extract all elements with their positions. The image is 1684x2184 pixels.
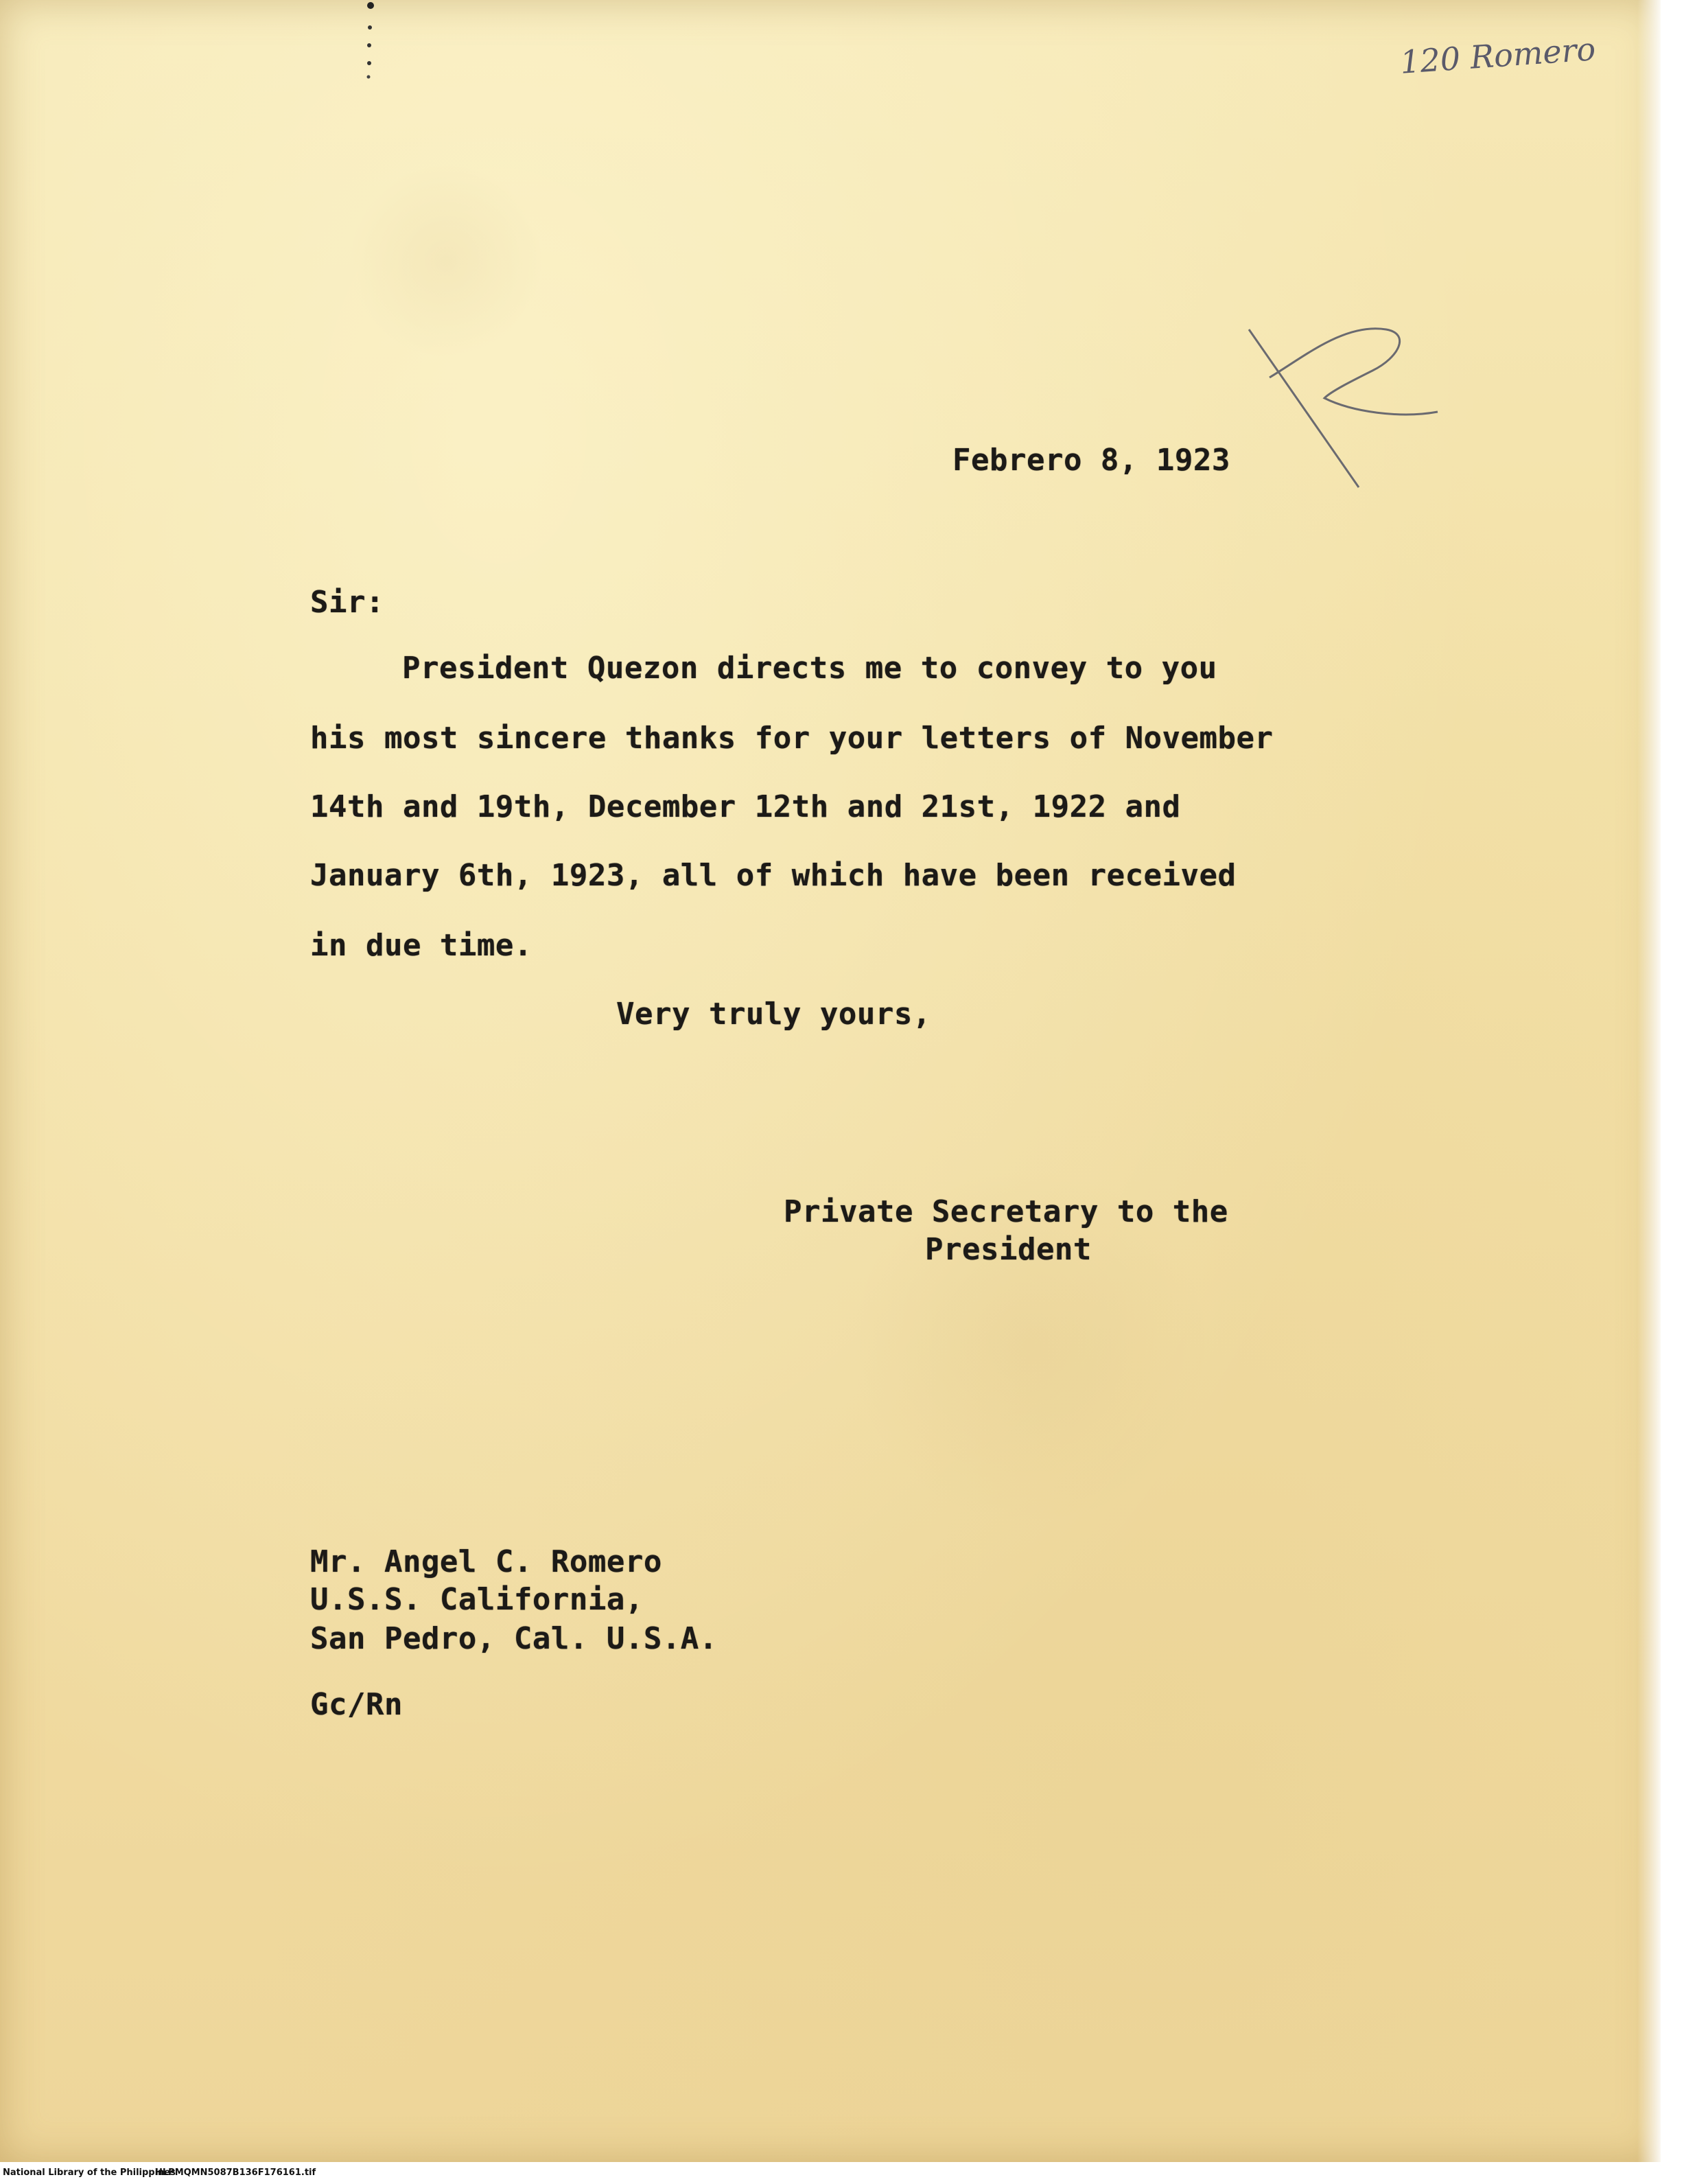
recipient-address-line-2: San Pedro, Cal. U.S.A. [310,1621,718,1656]
body-line-1: President Quezon directs me to convey to you [402,651,1217,686]
pencil-check-mark [1242,316,1441,494]
signature-line-1: Private Secretary to the [784,1194,1228,1229]
recipient-name: Mr. Angel C. Romero [310,1544,662,1579]
body-line-3: 14th and 19th, December 12th and 21st, 1922 and [310,789,1181,824]
recipient-address-line-1: U.S.S. California, [310,1582,644,1617]
body-line-4: January 6th, 1923, all of which have been received [310,858,1237,893]
complimentary-closing: Very truly yours, [616,997,931,1032]
footer-institution: National Library of the Philippines [3,2168,176,2178]
reference-initials: Gc/Rn [310,1687,403,1722]
signature-line-2: President [925,1232,1092,1267]
footer-file-name: HLPMQMN5087B136F176161.tif [155,2168,316,2178]
handwritten-file-note: 120 Romero [1399,30,1597,81]
body-line-5: in due time. [310,928,533,963]
page-edge [1637,0,1661,2162]
letter-date: Febrero 8, 1923 [952,443,1230,478]
salutation: Sir: [310,585,384,620]
ink-speck-marks [364,0,377,82]
body-line-2: his most sincere thanks for your letters of November [310,721,1274,756]
